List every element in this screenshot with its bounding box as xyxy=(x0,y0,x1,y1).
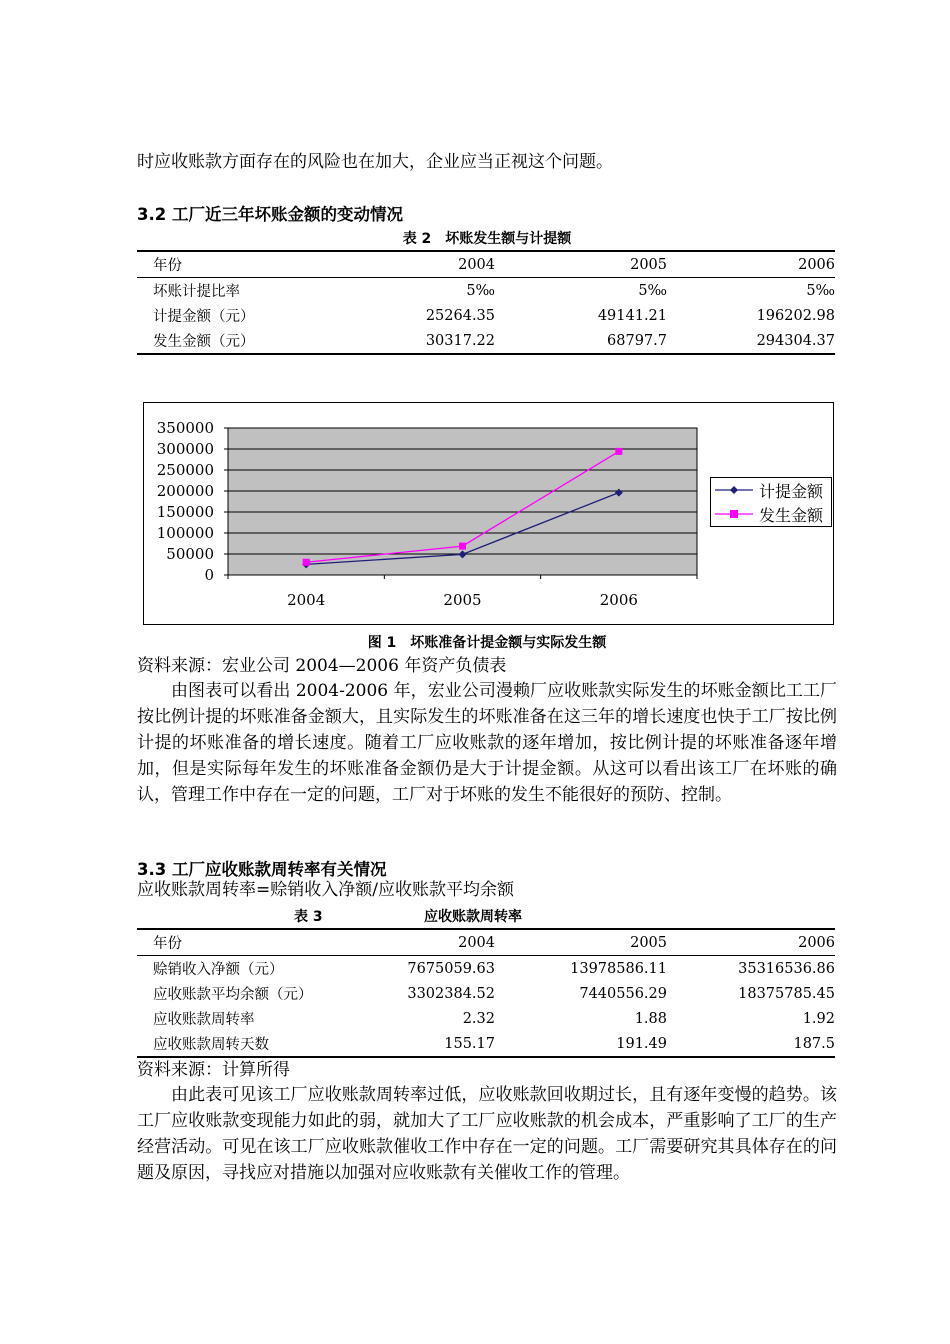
section-3-3-heading: 3.3 工厂应收账款周转率有关情况 xyxy=(137,860,387,879)
table-3-header-2006: 2006 xyxy=(798,934,835,951)
cell-value: 3302384.52 xyxy=(407,985,495,1002)
cell-value: 30317.22 xyxy=(425,332,495,349)
y-tick-label: 300000 xyxy=(156,440,214,458)
table-3-caption-title: 应收账款周转率 xyxy=(424,909,522,925)
row-label: 赊销收入净额（元） xyxy=(153,962,284,978)
legend-item-series-1 xyxy=(711,478,831,502)
table-3-header-2005: 2005 xyxy=(630,934,667,951)
table-2 xyxy=(137,250,835,355)
y-tick-label: 350000 xyxy=(156,419,214,437)
table-3-caption-number: 表 3 xyxy=(294,909,323,925)
diamond-marker-icon xyxy=(715,484,753,496)
cell-value: 1.92 xyxy=(802,1010,835,1027)
table-2-caption: 表 2 坏账发生额与计提额 xyxy=(402,231,572,247)
row-label: 应收账款周转天数 xyxy=(153,1037,269,1053)
x-tick-label: 2005 xyxy=(443,591,482,609)
cell-value: 25264.35 xyxy=(425,307,495,324)
row-label: 坏账计提比率 xyxy=(153,284,240,300)
table-2-header-2006: 2006 xyxy=(798,256,835,273)
cell-value: 187.5 xyxy=(793,1035,835,1052)
cell-value: 1.88 xyxy=(634,1010,667,1027)
data-point xyxy=(615,448,622,455)
analysis-paragraph-1: 由图表可以看出 2004-2006 年，宏业公司漫赖厂应收账款实际发生的坏账金额比工工厂按比例计提的坏账准备金额大，且实际发生的坏账准备在这三年的增长速度也快于工厂按比例计提的坏账准备的增长速度。随着工厂应收账款的逐年增加，按比例计提的坏账准备逐年增加，但是实际每年发生的坏账准备金额仍是大于计提金额。从这可以看出该工厂在坏账的确认，管理工作中存在一定的问题，工厂对于坏账的发生不能很好的预防、控制。 xyxy=(137,681,837,805)
table-3-header-year: 年份 xyxy=(153,936,182,952)
table-row xyxy=(137,328,835,354)
cell-value: 18375785.45 xyxy=(738,985,835,1002)
turnover-formula: 应收账款周转率=赊销收入净额/应收账款平均余额 xyxy=(137,880,514,900)
table-3-header-2004: 2004 xyxy=(458,934,495,951)
legend-label: 计提金额 xyxy=(759,481,824,501)
cell-value: 68797.7 xyxy=(607,332,667,349)
table-3 xyxy=(137,928,835,1058)
cell-value: 35316536.86 xyxy=(738,960,835,977)
cell-value: 294304.37 xyxy=(756,332,835,349)
cell-value: 155.17 xyxy=(444,1035,495,1052)
y-tick-label: 0 xyxy=(204,566,214,584)
cell-value: 13978586.11 xyxy=(570,960,667,977)
cell-value: 7675059.63 xyxy=(407,960,495,977)
table-2-header-year: 年份 xyxy=(153,258,182,274)
cell-value: 49141.21 xyxy=(597,307,667,324)
chart-legend xyxy=(710,477,832,527)
table-row xyxy=(137,1031,835,1057)
cell-value: 5‰ xyxy=(806,282,835,299)
cell-value: 7440556.29 xyxy=(579,985,667,1002)
table-row xyxy=(137,981,835,1006)
row-label: 发生金额（元） xyxy=(153,334,255,350)
chart-frame xyxy=(143,402,834,625)
row-label: 应收账款周转率 xyxy=(153,1012,255,1028)
legend-item-series-2 xyxy=(711,502,831,526)
source-note-2: 资料来源：计算所得 xyxy=(137,1060,290,1080)
cell-value: 5‰ xyxy=(466,282,495,299)
table-row xyxy=(137,278,835,304)
data-point xyxy=(303,559,310,566)
y-tick-label: 150000 xyxy=(156,503,214,521)
data-point xyxy=(459,543,466,550)
figure-1-caption: 图 1 坏账准备计提金额与实际发生额 xyxy=(367,635,607,651)
table-2-header-row xyxy=(137,251,835,278)
section-3-2-heading: 3.2 工厂近三年坏账金额的变动情况 xyxy=(137,205,403,224)
y-tick-label: 250000 xyxy=(156,461,214,479)
y-tick-label: 100000 xyxy=(156,524,214,542)
x-tick-label: 2004 xyxy=(287,591,326,609)
table-2-header-2005: 2005 xyxy=(630,256,667,273)
analysis-paragraph-2: 由此表可见该工厂应收账款周转率过低，应收账款回收期过长，且有逐年变慢的趋势。该工厂应收账款变现能力如此的弱，就加大了工厂应收账款的机会成本，严重影响了工厂的生产经营活动。可见在该工厂应收账款催收工作中存在一定的问题。工厂需要研究其具体存在的问题及原因，寻找应对措施以加强对应收账款有关催收工作的管理。 xyxy=(137,1085,837,1183)
cell-value: 5‰ xyxy=(638,282,667,299)
table-row xyxy=(137,1006,835,1031)
cell-value: 2.32 xyxy=(462,1010,495,1027)
row-label: 计提金额（元） xyxy=(153,309,255,325)
legend-label: 发生金额 xyxy=(759,505,824,525)
y-tick-label: 50000 xyxy=(166,545,214,563)
source-note-1: 资料来源：宏业公司 2004—2006 年资产负债表 xyxy=(137,656,507,676)
table-row xyxy=(137,303,835,328)
table-3-header-row xyxy=(137,929,835,956)
x-tick-label: 2006 xyxy=(599,591,638,609)
row-label: 应收账款平均余额（元） xyxy=(153,987,313,1003)
table-row xyxy=(137,956,835,982)
intro-line: 时应收账款方面存在的风险也在加大，企业应当正视这个问题。 xyxy=(137,152,613,172)
square-marker-icon xyxy=(715,508,753,520)
cell-value: 196202.98 xyxy=(756,307,835,324)
y-tick-label: 200000 xyxy=(156,482,214,500)
table-2-header-2004: 2004 xyxy=(458,256,495,273)
cell-value: 191.49 xyxy=(616,1035,667,1052)
